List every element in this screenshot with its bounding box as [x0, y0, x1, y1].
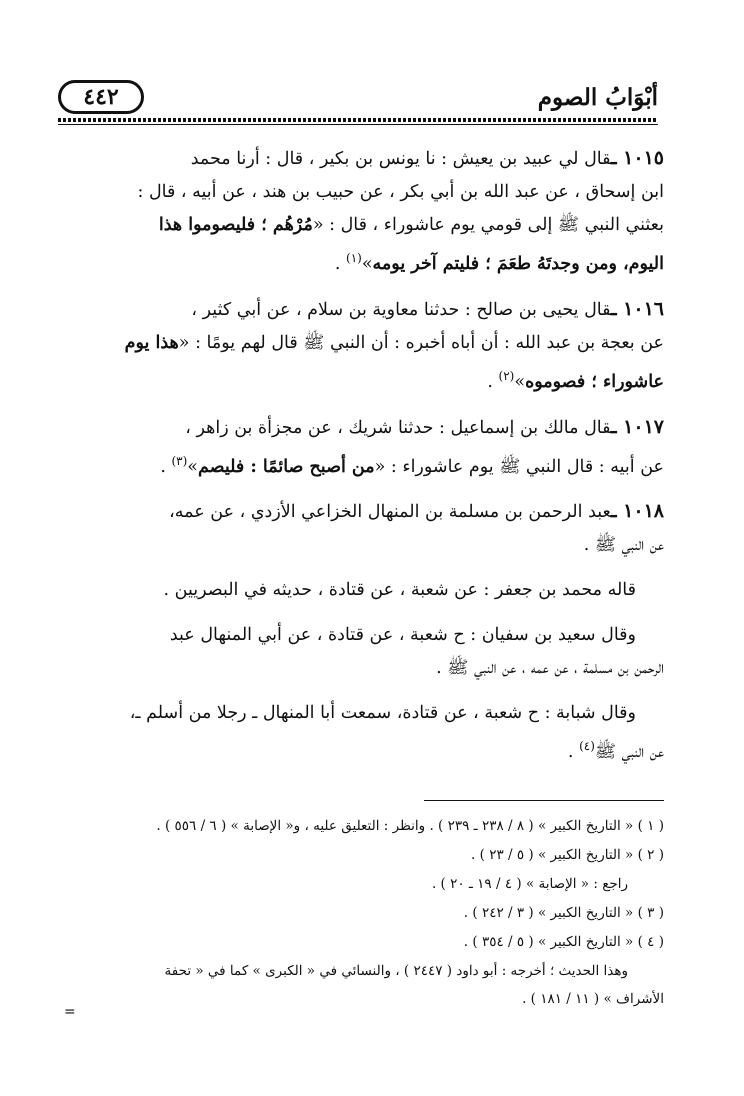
- footnote-3: ( ٣ ) « التاريخ الكبير » ( ٣ / ٢٤٢ ) .: [463, 905, 664, 921]
- bold-quote: من أصبح صائمًا : فليصم: [198, 456, 375, 477]
- text-line: [58, 730, 664, 769]
- footnote-ref[interactable]: (٣): [171, 453, 188, 468]
- text-line: [58, 242, 664, 281]
- text-line: [58, 445, 664, 484]
- text-span: قال يحيى بن صالح : حدثنا معاوية بن سلام ، عن أبي كثير ،: [191, 299, 611, 320]
- footnote-4-note-line2: الأشراف » ( ١١ / ١٨١ ) .: [522, 991, 664, 1007]
- hadith-1018: [58, 495, 664, 562]
- text-span: »: [514, 371, 526, 392]
- page-header: [58, 80, 658, 122]
- text-line: [58, 495, 664, 529]
- text-line: ابن إسحاق ، عن عبد الله بن أبي بكر ، عن حبيب بن هند ، عن أبيه ، قال :: [137, 182, 664, 202]
- text-span: .: [334, 253, 346, 274]
- text-span: .: [567, 742, 580, 763]
- page-number-badge: [58, 80, 144, 114]
- text-span: قال لي عبيد بن يعيش : نا يونس بن بكير ، قال : أرنا محمد: [190, 149, 611, 169]
- hadith-number: ١٠١٨ ـ: [610, 500, 664, 523]
- text-line: [58, 360, 664, 399]
- hadith-1017: [58, 411, 664, 484]
- text-line: وقال شبابة : ح شعبة ، عن قتادة، سمعت أبا المنهال ـ رجلا من أسلم ـ،: [129, 703, 636, 724]
- text-line: الرحمن بن مسلمة ، عن عمه ، عن النبي ﷺ .: [436, 658, 664, 679]
- header-dotted-rule: [58, 118, 658, 122]
- hadith-number: ١٠١٥ ـ: [610, 147, 664, 169]
- text-span: بعثني النبي ﷺ إلى قومي يوم عاشوراء ، قال : «: [312, 215, 664, 235]
- hadith-number: ١٠١٧ ـ: [610, 415, 664, 438]
- text-line: [58, 209, 664, 242]
- bold-quote: مُرْهُم ؛ فليصوموا هذا: [158, 215, 313, 235]
- text-span: »: [187, 456, 198, 477]
- footnote-4: ( ٤ ) « التاريخ الكبير » ( ٥ / ٣٥٤ ) .: [463, 934, 664, 950]
- footnote-separator: [424, 800, 664, 801]
- footnote-2: ( ٢ ) « التاريخ الكبير » ( ٥ / ٢٣ ) .: [471, 847, 664, 863]
- text-span: »: [361, 253, 373, 274]
- text-span: .: [160, 456, 172, 477]
- text-span: .: [487, 371, 499, 392]
- narration-paragraph: [58, 574, 664, 607]
- hadith-1016: [58, 293, 664, 399]
- hadith-number: ١٠١٦ ـ: [610, 297, 664, 320]
- text-span: قال مالك بن إسماعيل : حدثنا شريك ، عن مجزأة بن زاهر ،: [185, 417, 611, 438]
- header-rule: [58, 124, 658, 125]
- text-line: قاله محمد بن جعفر : عن شعبة ، عن قتادة ، حديثه في البصريين .: [163, 580, 636, 601]
- narration-paragraph: [58, 697, 664, 769]
- bold-quote: عاشوراء ؛ فصوموه: [525, 371, 664, 392]
- text-line: عن النبي ﷺ .: [583, 535, 664, 556]
- footnote-2-note: راجع : « الإصابة » ( ٤ / ١٩ ـ ٢٠ ) .: [431, 876, 628, 892]
- narration-paragraph: [58, 619, 664, 685]
- chapter-title: أبْوَابُ الصوم: [537, 84, 658, 111]
- footnote-1: ( ١ ) « التاريخ الكبير » ( ٨ / ٢٣٨ ـ ٢٣٩ ) . وانظر : التعليق عليه ، و« الإصابة » ( ٦ / ٥٥٦ ) .: [156, 818, 664, 834]
- margin-mark: =: [64, 1004, 76, 1020]
- footnote-ref[interactable]: (١): [346, 251, 362, 265]
- bold-quote: اليوم، ومن وجدتَهُ طعَمَ ؛ فليتم آخر يومه: [372, 253, 664, 274]
- footnote-4-note-line1: وهذا الحديث ؛ أخرجه : أبو داود ( ٢٤٤٧ ) ، والنسائي في « الكبرى » كما في « تحفة: [164, 963, 628, 979]
- text-span: عن أبيه : قال النبي ﷺ يوم عاشوراء : «: [374, 456, 664, 477]
- page-number: ٤٤٢: [83, 84, 119, 110]
- hadith-1015: [58, 142, 664, 281]
- footnotes: [58, 812, 664, 1013]
- footnote-ref[interactable]: (٤): [579, 739, 595, 754]
- text-line: [58, 293, 664, 327]
- text-line: [58, 327, 664, 360]
- bold-quote: هذا يوم: [124, 332, 179, 353]
- text-span: عبد الرحمن بن مسلمة بن المنهال الخزاعي الأزدي ، عن عمه،: [169, 502, 611, 523]
- footnote-ref[interactable]: (٢): [498, 368, 515, 383]
- text-line: وقال سعيد بن سفيان : ح شعبة ، عن قتادة ، عن أبي المنهال عبد: [169, 625, 636, 646]
- text-span: عن بعجة بن عبد الله : أن أباه أخبره : أن النبي ﷺ قال لهم يومًا : «: [178, 332, 664, 353]
- text-span: عن النبي ﷺ: [594, 742, 664, 763]
- text-line: [58, 411, 664, 445]
- text-line: [58, 142, 664, 176]
- main-text: [58, 142, 664, 781]
